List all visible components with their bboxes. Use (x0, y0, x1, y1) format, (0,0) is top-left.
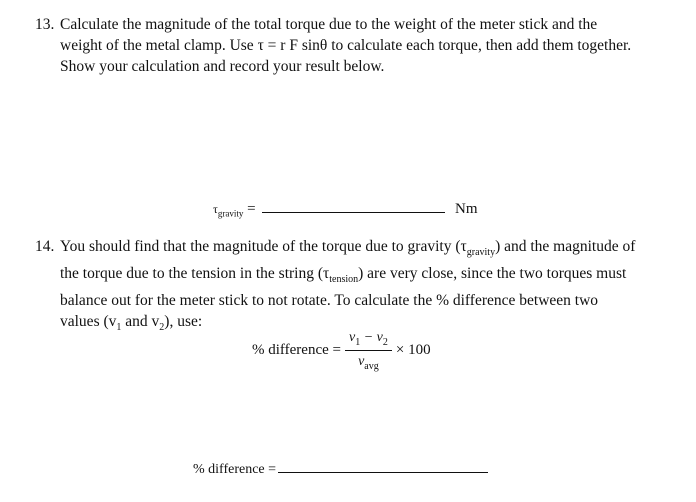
percent-difference-label: % difference = (193, 462, 277, 477)
tau-symbol: $\tau_{gravity}$ (213, 202, 244, 219)
question-text (60, 236, 675, 338)
question-number: 14. (35, 238, 55, 255)
question-line: balance out for the meter stick to not rotate. To calculate the % difference between two (60, 292, 599, 310)
question-14 (35, 236, 675, 338)
question-13 (35, 14, 675, 77)
formula-multiplier: × 100 (395, 342, 431, 359)
torque-answer-blank[interactable] (262, 199, 445, 213)
unit-label: Nm (455, 201, 478, 217)
formula-denominator: $v_{avg}$ (358, 353, 379, 372)
torque-gravity-answer-row (213, 199, 478, 218)
question-line: You should find that the magnitude of the torque due to gravity $(\tau_{gravity})$ and the magnitude of (60, 238, 636, 259)
question-line: Show your calculation and record your result below. (60, 58, 385, 75)
question-line: the torque due to the tension in the string $(\tau_{tension})$ are very close, since the two torques must (60, 265, 627, 286)
question-line: weight of the metal clamp. Use τ = r F sinθ to calculate each torque, then add them together. (60, 37, 632, 54)
question-line: values ($v_1$ and $v_2$), use: (60, 313, 203, 334)
question-line: Calculate the magnitude of the total torque due to the weight of the meter stick and the (60, 16, 598, 33)
question-number: 13. (35, 16, 55, 33)
equals-sign: = (247, 201, 256, 217)
percent-difference-answer-blank[interactable] (278, 458, 488, 473)
formula-lhs: % difference = (252, 342, 341, 359)
formula-fraction (345, 330, 392, 372)
percent-difference-formula (252, 330, 431, 372)
formula-numerator: $v_1 - v_2$ (345, 330, 392, 351)
percent-difference-answer-row (193, 458, 488, 478)
question-text (60, 14, 675, 77)
